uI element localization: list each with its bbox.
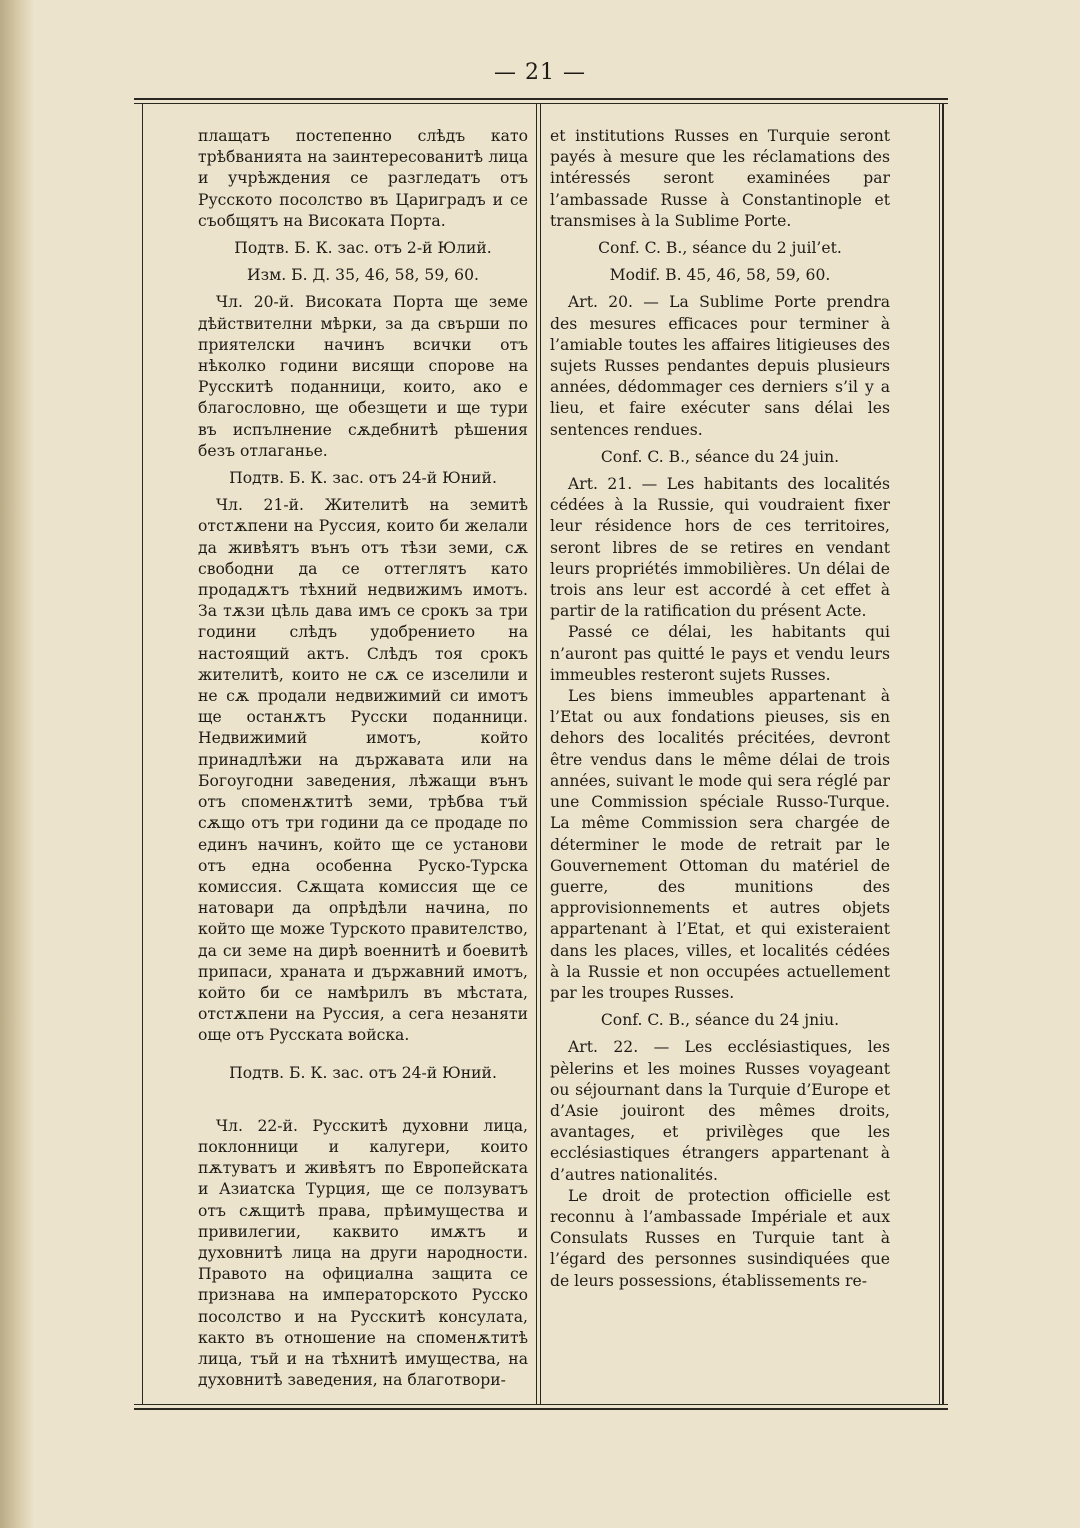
fr-modification-note: Modif. B. 45, 46, 58, 59, 60.: [609, 266, 831, 285]
bottom-rule-inner: [134, 1404, 948, 1405]
right-border: [942, 103, 944, 1405]
fr-article-21-p1: Art. 21. — Les habitants des localités cédées à la Russie, qui voudraient fixer leur résidence hors de ces territoires, seront libres de se retires en vendant leurs propriétés immobilières. Un délai de trois ans leur est accordé à cet effet à partir de la ratification du présent Acte.: [550, 475, 890, 621]
fr-intro-paragraph: et institutions Russes en Turquie seront payés à mesure que les réclamations des intéressés seront examinées par l’ambassade Russe à Constantinople et transmises à la Sublime Porte.: [550, 127, 890, 230]
left-border: [142, 103, 143, 1405]
text-frame: [134, 98, 948, 1410]
fr-article-21-p3: Les biens immeubles appartenant à l’Etat ou aux fondations pieuses, sis en dehors des localités précitées, devront être vendus dans le même délai de trois années, suivant le mode qui sera réglé par une Commission spéciale Russo-Turque. La même Commission sera chargée de déterminer le mode de retrait par le Gouvernement Ottoman du matériel de guerre, des munitions des approvisionnements et autres objets appartenant à l’Etat, et qui existeraient dans les places, villes, et localités cédées à la Russie et non occupées actuellement par les troupes Russes.: [550, 687, 890, 1002]
bg-article-20: Чл. 20-й. Високата Порта ще земе дѣйствителни мѣрки, за да свърши по приятелски начинъ всички отъ нѣколко години висящи спорове на Русскитѣ поданници, които, ако е благословно, ще обезщети и ще тури въ испълнение сѫдебнитѣ рѣшения безъ отлаганье.: [198, 293, 528, 460]
fr-confirmation-24-june-a: Conf. C. B., séance du 24 juin.: [600, 447, 840, 466]
book-spine-shadow: [0, 0, 34, 1528]
page-number: — 21 —: [494, 60, 586, 85]
french-column: [550, 126, 890, 1292]
bottom-rule: [134, 1408, 948, 1410]
column-divider: [536, 103, 537, 1405]
bg-confirmation-24-june-a: Подтв. Б. К. зас. отъ 24-й Юний.: [229, 469, 497, 488]
bg-modification-note: Изм. Б. Д. 35, 46, 58, 59, 60.: [247, 266, 479, 285]
bg-confirmation-24-june-b: Подтв. Б. К. зас. отъ 24-й Юний.: [229, 1063, 497, 1082]
fr-confirmation-2-july: Conf. C. B., séance du 2 juil’et.: [598, 239, 842, 258]
fr-article-22-p1: Art. 22. — Les ecclésiastiques, les pèlerins et les moines Russes voyageant ou séjournant dans la Turquie d’Europe et d’Asie jouiront des mêmes droits, avantages, et privilèges que les ecclésiastiques étrangers appartenant à d’autres nationalités.: [550, 1038, 890, 1184]
column-divider-inner: [540, 103, 541, 1405]
bg-article-21: Чл. 21-й. Жителитѣ на земитѣ отстѫпени на Руссия, които би желали да живѣятъ вънъ отъ тѣзи земи, сѫ свободни да се оттеглятъ като продадѫтъ тѣхний недвижимъ имотъ. За тѫзи цѣль дава имъ се срокъ за три години слѣдъ удобрението на настоящий актъ. Слѣдъ тоя срокъ жителитѣ, които не сѫ се изселили и не сѫ продали недвижимий си имотъ ще останѫтъ Русски поданници. Недвижимий имотъ, който принадлѣжи на държавата или на Богоугодни заведения, лѣжащи вънъ отъ споменѫтитѣ земи, трѣбва тъй сѫщо отъ три години да се продаде по единъ начинъ, който ще се установи отъ една особенна Руско-Турска комиссия. Сѫщата комиссия ще се натовари да опрѣдѣли начина, по който ще може Турското правителство, да си земе на дирѣ военнитѣ и боевитѣ припаси, хранатa и държавний имотъ, който би се намѣрилъ въ мѣстата, отстѫпени на Руссия, а сега незаняти още отъ Русската войска.: [198, 496, 528, 1045]
fr-article-21-p2: Passé ce délai, les habitants qui n’auront pas quitté le pays et vendu leurs immeubles resteront sujets Russes.: [550, 623, 890, 684]
bulgarian-column: [198, 126, 528, 1391]
right-border-inner: [939, 103, 940, 1405]
bg-confirmation-2-july: Подтв. Б. К. зас. отъ 2-й Юлий.: [234, 239, 492, 258]
fr-confirmation-24-june-b: Conf. C. B., séance du 24 jniu.: [600, 1011, 840, 1030]
bg-article-22: Чл. 22-й. Русскитѣ духовни лица, поклонници и калугери, които пѫтуватъ и живѣятъ по Европейската и Азиатска Турция, ще се ползуватъ отъ сѫщитѣ права, прѣимущества и привилегии, каквито имѫтъ и духовнитѣ лица на други народности. Правото на официална защита се признава на императорското Русско посолство и на Русскитѣ консулата, както въ отношение на споменѫтитѣ лица, тъй и на тѣхнитѣ имущества, на духовнитѣ заведения, на благотвори-: [198, 1116, 528, 1390]
fr-article-22-p2: Le droit de protection officielle est reconnu à l’ambassade Impériale et aux Consulats Russes en Turquie tant à l’égard des personnes susindiquées que de leurs possessions, établissements re-: [550, 1186, 890, 1290]
top-rule-inner: [134, 103, 948, 104]
bg-intro-paragraph: плащатъ постепенно слѣдъ като трѣбванията на заинтересованитѣ лица и учрѣждения се разгледатъ отъ Русското посолство въ Цариградъ и се съобщятъ на Високата Порта.: [198, 127, 528, 230]
top-rule: [134, 98, 948, 100]
fr-article-20: Art. 20. — La Sublime Porte prendra des mesures efficaces pour terminer à l’amiable toutes les affaires litigieuses des sujets Russes pendantes depuis plusieurs années, dédommager ces derniers s’il y a lieu, et faire exécuter sans délai les sentences rendues.: [550, 293, 890, 439]
